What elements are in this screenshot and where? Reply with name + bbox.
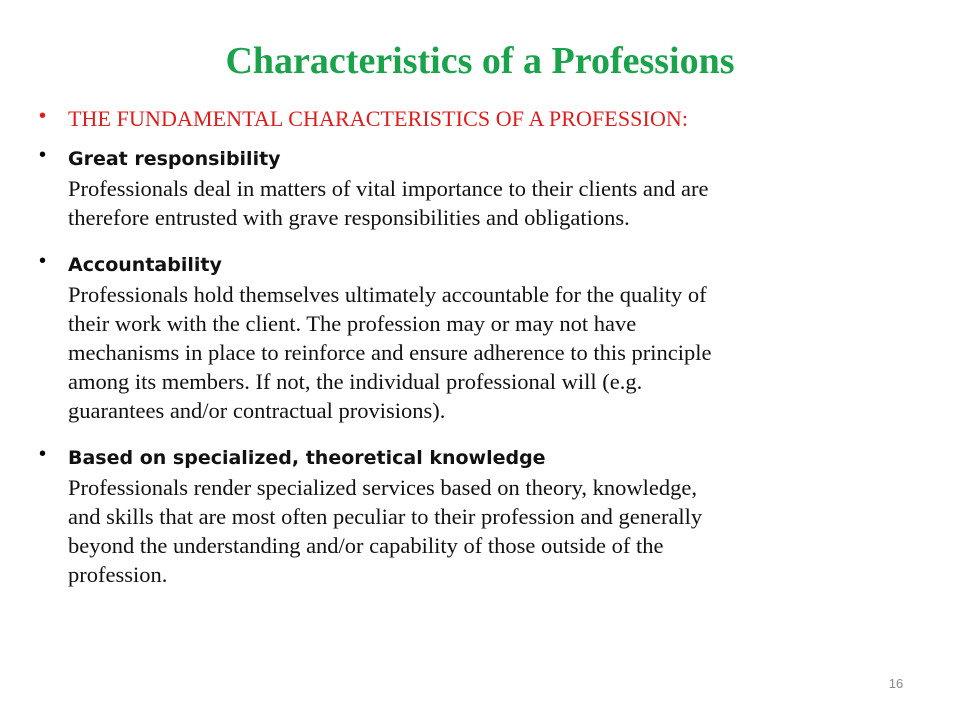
item-body xyxy=(68,473,928,589)
item-body xyxy=(68,174,928,232)
intro-heading: THE FUNDAMENTAL CHARACTERISTICS OF A PROFESSION: xyxy=(68,106,689,131)
list-item-accountability xyxy=(39,250,928,425)
item-body xyxy=(68,280,928,425)
body-line: guarantees and/or contractual provisions). xyxy=(68,398,446,423)
body-line: beyond the understanding and/or capability of those outside of the xyxy=(68,533,664,558)
slide-content xyxy=(39,100,928,589)
body-line: mechanisms in place to reinforce and ensure adherence to this principle xyxy=(68,340,712,365)
item-heading: Accountability xyxy=(68,254,222,276)
body-line: Professionals deal in matters of vital importance to their clients and are xyxy=(68,176,709,201)
bullet-icon: • xyxy=(39,443,47,465)
body-line: therefore entrusted with grave responsibilities and obligations. xyxy=(68,205,630,230)
slide-title: Characteristics of a Professions xyxy=(225,40,735,82)
body-line: their work with the client. The profession may or may not have xyxy=(68,311,637,336)
list-item-specialized-knowledge xyxy=(39,443,928,589)
body-line: among its members. If not, the individual professional will (e.g. xyxy=(68,369,643,394)
body-line: Professionals hold themselves ultimately accountable for the quality of xyxy=(68,282,707,307)
bullet-icon: • xyxy=(39,250,47,272)
bullet-icon: • xyxy=(39,105,47,127)
bullet-icon: • xyxy=(39,144,47,166)
intro-bullet-item xyxy=(39,103,928,141)
item-heading: Based on specialized, theoretical knowledge xyxy=(68,447,546,469)
page-number: 16 xyxy=(888,676,904,691)
item-heading: Great responsibility xyxy=(68,148,281,170)
body-line: Professionals render specialized services based on theory, knowledge, xyxy=(68,475,697,500)
list-item-great-responsibility xyxy=(39,144,928,232)
body-line: and skills that are most often peculiar to their profession and generally xyxy=(68,504,703,529)
body-line: profession. xyxy=(68,562,168,587)
